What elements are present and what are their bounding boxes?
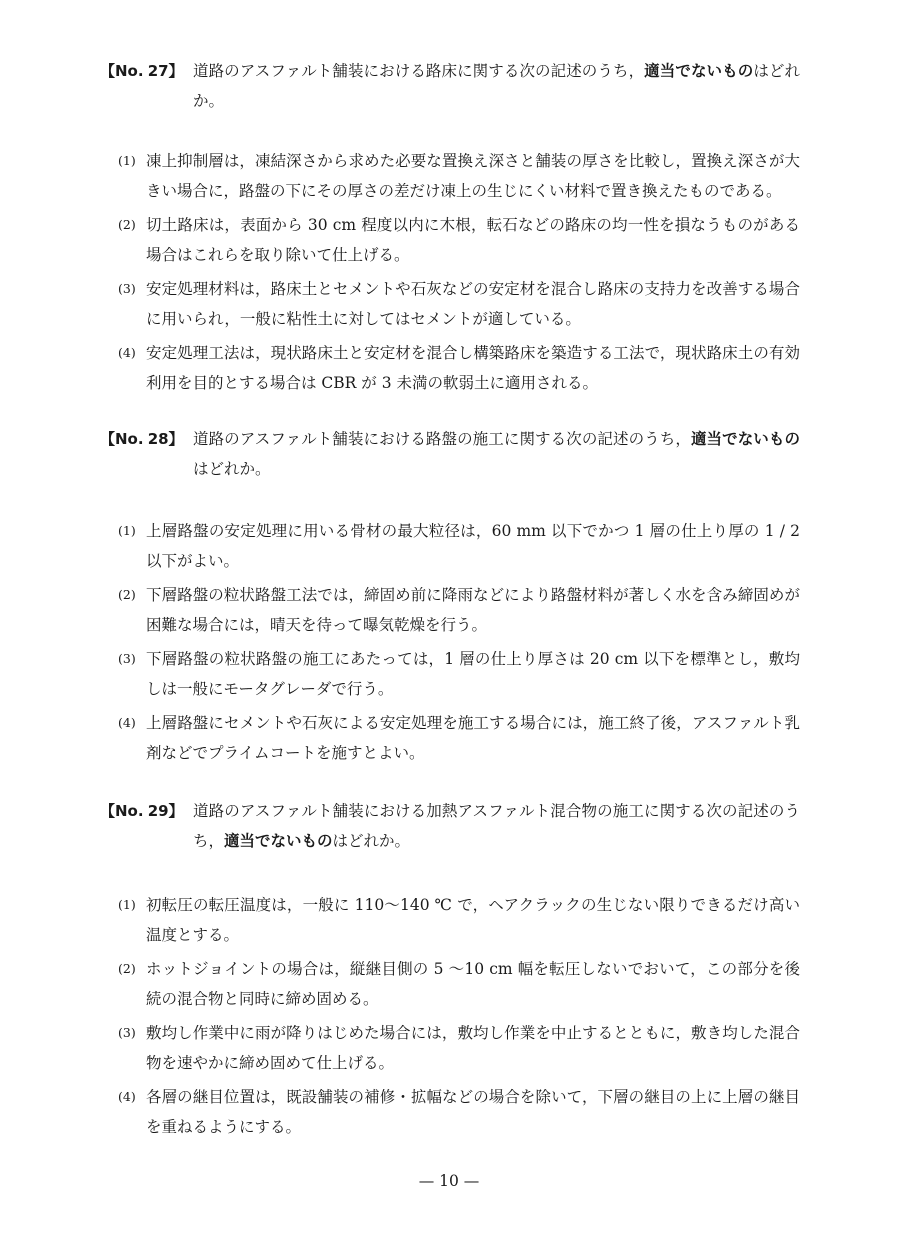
option-number: (4) — [118, 715, 136, 730]
option-text: 切土路床は，表面から 30 cm 程度以内に木根，転石などの路床の均一性を損なうものがある場合はこれらを取り除いて仕上げる。 — [146, 216, 800, 264]
question-text-before: 道路のアスファルト舗装における路盤の施工に関する次の記述のうち， — [193, 430, 691, 448]
question-text-before: 道路のアスファルト舗装における加熱アスファルト混合物の施工に関する次の記述のうち， — [193, 802, 800, 850]
option-4 — [118, 338, 800, 398]
option-text: 上層路盤の安定処理に用いる骨材の最大粒径は，60 mm 以下でかつ 1 層の仕上り厚の 1 / 2 以下がよい。 — [146, 522, 800, 570]
question-label — [100, 796, 184, 826]
question-label — [100, 56, 184, 86]
option-text: ホットジョイントの場合は，縦継目側の 5 ～10 cm 幅を転圧しないでおいて，この部分を後続の混合物と同時に締め固める。 — [146, 960, 800, 1008]
question-number: 28】 — [147, 430, 184, 448]
option-text: 下層路盤の粒状路盤工法では，締固め前に降雨などにより路盤材料が著しく水を含み締固めが困難な場合には，晴天を待って曝気乾燥を行う。 — [146, 586, 800, 634]
question-27 — [100, 56, 800, 392]
option-2 — [118, 580, 800, 640]
question-text — [193, 424, 800, 484]
option-text: 各層の継目位置は，既設舗装の補修・拡幅などの場合を除いて，下層の継目の上に上層の継目を重ねるようにする。 — [146, 1088, 800, 1136]
option-1 — [118, 146, 800, 206]
option-number: (2) — [118, 217, 136, 232]
option-text: 初転圧の転圧温度は，一般に 110～140 ℃ で，ヘアクラックの生じない限りできるだけ高い温度とする。 — [146, 896, 800, 944]
option-2 — [118, 954, 800, 1014]
option-number: (1) — [118, 523, 136, 538]
option-number: (1) — [118, 153, 136, 168]
question-emphasis: 適当でないもの — [224, 832, 333, 850]
question-text — [193, 796, 800, 856]
question-number: 29】 — [147, 802, 184, 820]
option-number: (4) — [118, 345, 136, 360]
question-bracket: 【No. — [100, 802, 144, 820]
option-text: 敷均し作業中に雨が降りはじめた場合には，敷均し作業を中止するとともに，敷き均した混合物を速やかに締め固めて仕上げる。 — [146, 1024, 800, 1072]
option-1 — [118, 890, 800, 950]
question-bracket: 【No. — [100, 62, 144, 80]
option-3 — [118, 1018, 800, 1078]
option-text: 安定処理材料は，路床土とセメントや石灰などの安定材を混合し路床の支持力を改善する場合に用いられ，一般に粘性土に対してはセメントが適している。 — [146, 280, 800, 328]
option-list — [118, 516, 800, 772]
option-text: 下層路盤の粒状路盤の施工にあたっては，1 層の仕上り厚さは 20 cm 以下を標準とし，敷均しは一般にモータグレーダで行う。 — [146, 650, 800, 698]
question-emphasis: 適当でないもの — [644, 62, 754, 80]
option-number: (3) — [118, 651, 136, 666]
question-text-after: はどれか。 — [332, 832, 411, 850]
option-number: (2) — [118, 587, 136, 602]
question-text-after: はどれか。 — [193, 62, 800, 110]
option-3 — [118, 274, 800, 334]
option-4 — [118, 708, 800, 768]
option-number: (3) — [118, 281, 136, 296]
question-header — [100, 796, 800, 856]
question-header — [100, 56, 800, 116]
option-4 — [118, 1082, 800, 1142]
option-number: (4) — [118, 1089, 136, 1104]
question-28 — [100, 424, 800, 762]
option-2 — [118, 210, 800, 270]
option-number: (1) — [118, 897, 136, 912]
question-emphasis: 適当でないもの — [690, 430, 800, 448]
option-text: 安定処理工法は，現状路床土と安定材を混合し構築路床を築造する工法で，現状路床土の有効利用を目的とする場合は CBR が 3 未満の軟弱土に適用される。 — [146, 344, 800, 392]
question-label — [100, 424, 184, 454]
option-text: 凍上抑制層は，凍結深さから求めた必要な置換え深さと舗装の厚さを比較し，置換え深さが大きい場合に，路盤の下にその厚さの差だけ凍上の生じにくい材料で置き換えたものである。 — [146, 152, 800, 200]
question-text-before: 道路のアスファルト舗装における路床に関する次の記述のうち， — [193, 62, 645, 80]
option-list — [118, 146, 800, 402]
page-number: — 10 — — [418, 1172, 480, 1190]
question-text-after: はどれか。 — [193, 460, 271, 478]
option-text: 上層路盤にセメントや石灰による安定処理を施工する場合には，施工終了後，アスファルト乳剤などでプライムコートを施すとよい。 — [146, 714, 800, 762]
question-number: 27】 — [147, 62, 184, 80]
question-bracket: 【No. — [100, 430, 144, 448]
question-text — [193, 56, 800, 116]
option-3 — [118, 644, 800, 704]
option-1 — [118, 516, 800, 576]
option-number: (2) — [118, 961, 136, 976]
option-list — [118, 890, 800, 1146]
option-number: (3) — [118, 1025, 136, 1040]
question-29 — [100, 796, 800, 1136]
question-header — [100, 424, 800, 484]
